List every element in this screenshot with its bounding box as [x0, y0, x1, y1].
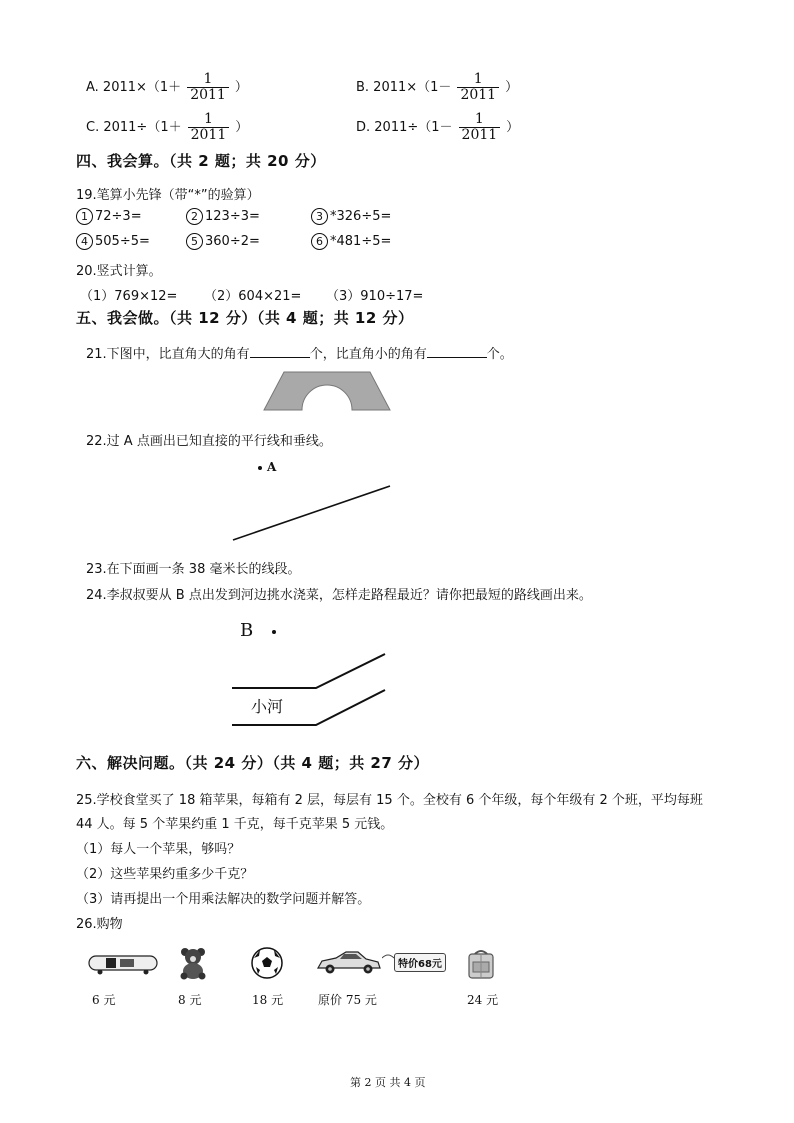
- option-b-text: B. 2011×（1－: [356, 80, 452, 95]
- toy-car-icon: [316, 948, 382, 976]
- arch-bridge-figure: [262, 368, 392, 413]
- price-skateboard: 6 元: [92, 993, 116, 1007]
- section5-title: 五、我会做。（共 12 分）（共 4 题；共 12 分）: [76, 309, 414, 327]
- q25-sub3: （3）请再提出一个用乘法解决的数学问题并解答。: [76, 892, 371, 907]
- price-teddy-bear: 8 元: [178, 993, 202, 1007]
- q23: 23.在下面画一条 38 毫米长的线段。: [86, 562, 301, 577]
- price-soccer-ball: 18 元: [252, 993, 284, 1007]
- option-a-text: A. 2011×（1＋: [86, 80, 182, 95]
- price-toy-car: 原价 75 元: [318, 993, 377, 1007]
- calc-item-3: 3 *326÷5=: [311, 208, 391, 225]
- schoolbag-icon: [466, 948, 496, 980]
- q26: 26.购物: [76, 917, 123, 932]
- option-d: D. 2011÷（1－ $\frac{1}{2011}$ ）: [356, 111, 520, 143]
- page-footer: 第 2 页 共 4 页: [350, 1076, 426, 1089]
- option-c-text: C. 2011÷（1＋: [86, 120, 182, 135]
- fraction: $\frac{1}{2011}$: [188, 112, 230, 143]
- tag-string-icon: [382, 952, 394, 964]
- calc-item-4: 4 505÷5=: [76, 233, 150, 250]
- q19: 19.笔算小先锋（带“*”的验算）: [76, 188, 260, 203]
- answer-blank[interactable]: [427, 345, 487, 358]
- point-a-dot: [258, 466, 262, 470]
- calc-item-6: 6 *481÷5=: [311, 233, 391, 250]
- q22: 22.过 A 点画出已知直接的平行线和垂线。: [86, 434, 332, 449]
- sale-price-tag: 特价68元: [394, 953, 446, 972]
- teddy-bear-icon: [178, 946, 208, 980]
- fraction: $\frac{1}{2011}$: [459, 112, 501, 143]
- option-b: B. 2011×（1－ $\frac{1}{2011}$ ）: [356, 71, 519, 103]
- q20-item-3: （3）910÷17=: [326, 289, 424, 304]
- given-line-figure: [230, 480, 395, 545]
- skateboard-icon: [88, 953, 158, 975]
- calc-item-5: 5 360÷2=: [186, 233, 260, 250]
- q20-item-2: （2）604×21=: [204, 289, 302, 304]
- section4-title: 四、我会算。（共 2 题；共 20 分）: [76, 152, 326, 170]
- q20: 20.竖式计算。: [76, 264, 162, 279]
- q25-sub2: （2）这些苹果约重多少千克？: [76, 867, 254, 882]
- option-d-text: D. 2011÷（1－: [356, 120, 453, 135]
- q24: 24.李叔叔要从 B 点出发到河边挑水浇菜，怎样走路程最近？请你把最短的路线画出来。: [86, 588, 592, 603]
- calc-item-2: 2 123÷3=: [186, 208, 260, 225]
- answer-blank[interactable]: [250, 345, 310, 358]
- q21: 21.下图中，比直角大的角有 个，比直角小的角有 个。: [86, 347, 513, 362]
- river-figure: [230, 650, 390, 730]
- fraction: $\frac{1}{2011}$: [457, 72, 499, 103]
- q25-sub1: （1）每人一个苹果，够吗？: [76, 842, 241, 857]
- section6-title: 六、解决问题。（共 24 分）（共 4 题；共 27 分）: [76, 754, 430, 772]
- price-schoolbag: 24 元: [467, 993, 499, 1007]
- calc-item-1: 1 72÷3=: [76, 208, 142, 225]
- q25-line1: 25.学校食堂买了 18 箱苹果，每箱有 2 层，每层有 15 个。全校有 6 个年级，每个年级有 2 个班，平均每班: [76, 793, 703, 808]
- option-c: C. 2011÷（1＋ $\frac{1}{2011}$ ）: [86, 111, 249, 143]
- option-a: A. 2011×（1＋ $\frac{1}{2011}$ ）: [86, 71, 248, 103]
- fraction: $\frac{1}{2011}$: [187, 72, 229, 103]
- q20-item-1: （1）769×12=: [80, 289, 178, 304]
- point-b-dot: [272, 630, 276, 634]
- q25-line2: 44 人。每 5 个苹果约重 1 千克，每千克苹果 5 元钱。: [76, 817, 394, 832]
- river-label: 小河: [251, 697, 284, 716]
- point-b-label: B: [240, 620, 254, 641]
- point-a-label: A: [267, 460, 277, 474]
- soccer-ball-icon: [250, 946, 284, 980]
